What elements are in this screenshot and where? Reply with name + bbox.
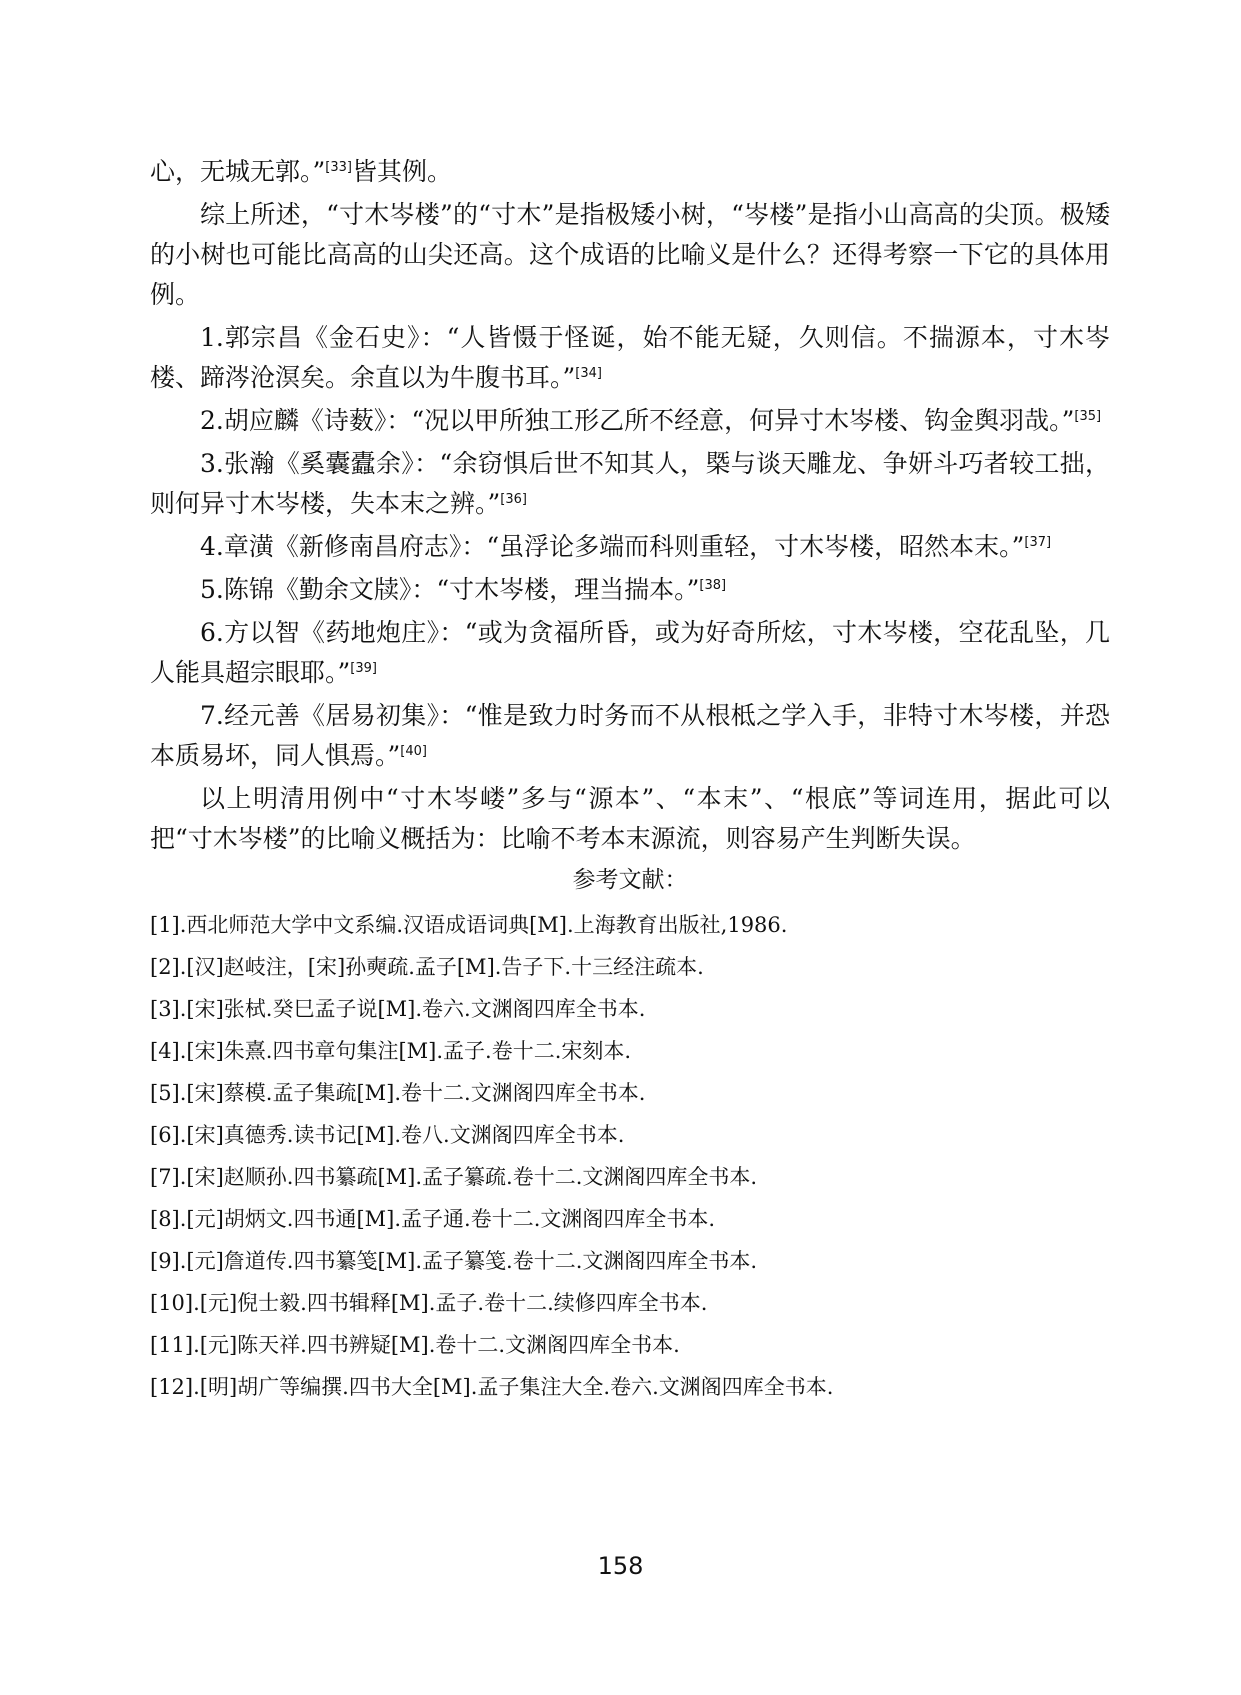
reference-item: [4].[宋]朱熹.四书章句集注[M].孟子.卷十二.宋刻本. — [150, 1039, 632, 1063]
reference-item: [1].西北师范大学中文系编.汉语成语词典[M].上海教育出版社,1986. — [150, 913, 788, 937]
paragraph-9 — [150, 779, 1110, 859]
paragraph-3 — [150, 401, 1110, 441]
citation-marker: [35] — [1074, 409, 1102, 424]
reference-item: [12].[明]胡广等编撰.四书大全[M].孟子集注大全.卷六.文渊阁四库全书本. — [150, 1375, 834, 1399]
citation-marker: [33] — [325, 160, 352, 175]
paragraph-text: 1.郭宗昌《金石史》：“人皆慑于怪诞，始不能无疑，久则信。不揣源本，寸木岑楼、蹄涔沧溟矣。余直以为牛腹书耳。” — [150, 323, 1110, 392]
paragraph-text: 综上所述，“寸木岑楼”的“寸木”是指极矮小树，“岑楼”是指小山高高的尖顶。极矮的小树也可能比高高的山尖还高。这个成语的比喻义是什么？还得考察一下它的具体用例。 — [150, 200, 1110, 309]
paragraph-text: 6.方以智《药地炮庄》：“或为贪福所昏，或为好奇所炫，寸木岑楼，空花乱坠，几人能具超宗眼耶。” — [150, 618, 1110, 687]
paragraph-text: 2.胡应麟《诗薮》：“况以甲所独工形乙所不经意，何异寸木岑楼、钩金舆羽哉。” — [200, 406, 1075, 435]
paragraph-text: 以上明清用例中“寸木岑嵝”多与“源本”、“本末”、“根底”等词连用，据此可以把“寸木岑楼”的比喻义概括为：比喻不考本末源流，则容易产生判断失误。 — [150, 784, 1110, 853]
citation-marker: [37] — [1024, 535, 1052, 550]
reference-item: [9].[元]詹道传.四书纂笺[M].孟子纂笺.卷十二.文渊阁四库全书本. — [150, 1249, 758, 1273]
reference-item: [10].[元]倪士毅.四书辑释[M].孟子.卷十二.续修四库全书本. — [150, 1291, 708, 1315]
citation-marker: [40] — [400, 744, 427, 759]
paragraph-2 — [150, 318, 1110, 398]
paragraph-text: 7.经元善《居易初集》：“惟是致力时务而不从根柢之学入手，非特寸木岑楼，并恐本质易坏，同人惧焉。” — [150, 701, 1110, 770]
page-number: 158 — [597, 1552, 644, 1580]
paragraph-0 — [150, 152, 1110, 192]
reference-item: [6].[宋]真德秀.读书记[M].卷八.文渊阁四库全书本. — [150, 1123, 625, 1147]
paragraph-7 — [150, 613, 1110, 693]
reference-item: [2].[汉]赵岐注，[宋]孙奭疏.孟子[M].告子下.十三经注疏本. — [150, 955, 704, 979]
references-section — [150, 862, 1110, 1408]
reference-item: [3].[宋]张栻.癸巳孟子说[M].卷六.文渊阁四库全书本. — [150, 997, 646, 1021]
paragraph-6 — [150, 570, 1110, 610]
references-title: 参考文献： — [572, 867, 688, 893]
reference-item: [11].[元]陈天祥.四书辨疑[M].卷十二.文渊阁四库全书本. — [150, 1333, 680, 1357]
paragraph-8 — [150, 696, 1110, 776]
citation-marker: [34] — [575, 366, 602, 381]
body-text — [150, 152, 1110, 859]
citation-marker: [36] — [500, 492, 527, 507]
citation-marker: [38] — [699, 578, 727, 593]
reference-item: [8].[元]胡炳文.四书通[M].孟子通.卷十二.文渊阁四库全书本. — [150, 1207, 716, 1231]
reference-item: [5].[宋]蔡模.孟子集疏[M].卷十二.文渊阁四库全书本. — [150, 1081, 646, 1105]
paragraph-text-after: 皆其例。 — [351, 157, 452, 186]
paragraph-1 — [150, 195, 1110, 315]
paragraph-text: 5.陈锦《勤余文牍》：“寸木岑楼，理当揣本。” — [200, 575, 700, 604]
paragraph-text: 心，无城无郭。” — [150, 157, 326, 186]
reference-item: [7].[宋]赵顺孙.四书纂疏[M].孟子纂疏.卷十二.文渊阁四库全书本. — [150, 1165, 758, 1189]
citation-marker: [39] — [350, 661, 377, 676]
paragraph-text: 4.章潢《新修南昌府志》：“虽浮论多端而科则重轻，寸木岑楼，昭然本末。” — [200, 532, 1025, 561]
page-content — [150, 152, 1110, 1408]
paragraph-text: 3.张瀚《奚囊蠹余》：“余窃惧后世不知其人，槩与谈天雕龙、争妍斗巧者较工拙，则何异寸木岑楼，失本末之辨。” — [150, 449, 1110, 518]
paragraph-5 — [150, 527, 1110, 567]
paragraph-4 — [150, 444, 1110, 524]
